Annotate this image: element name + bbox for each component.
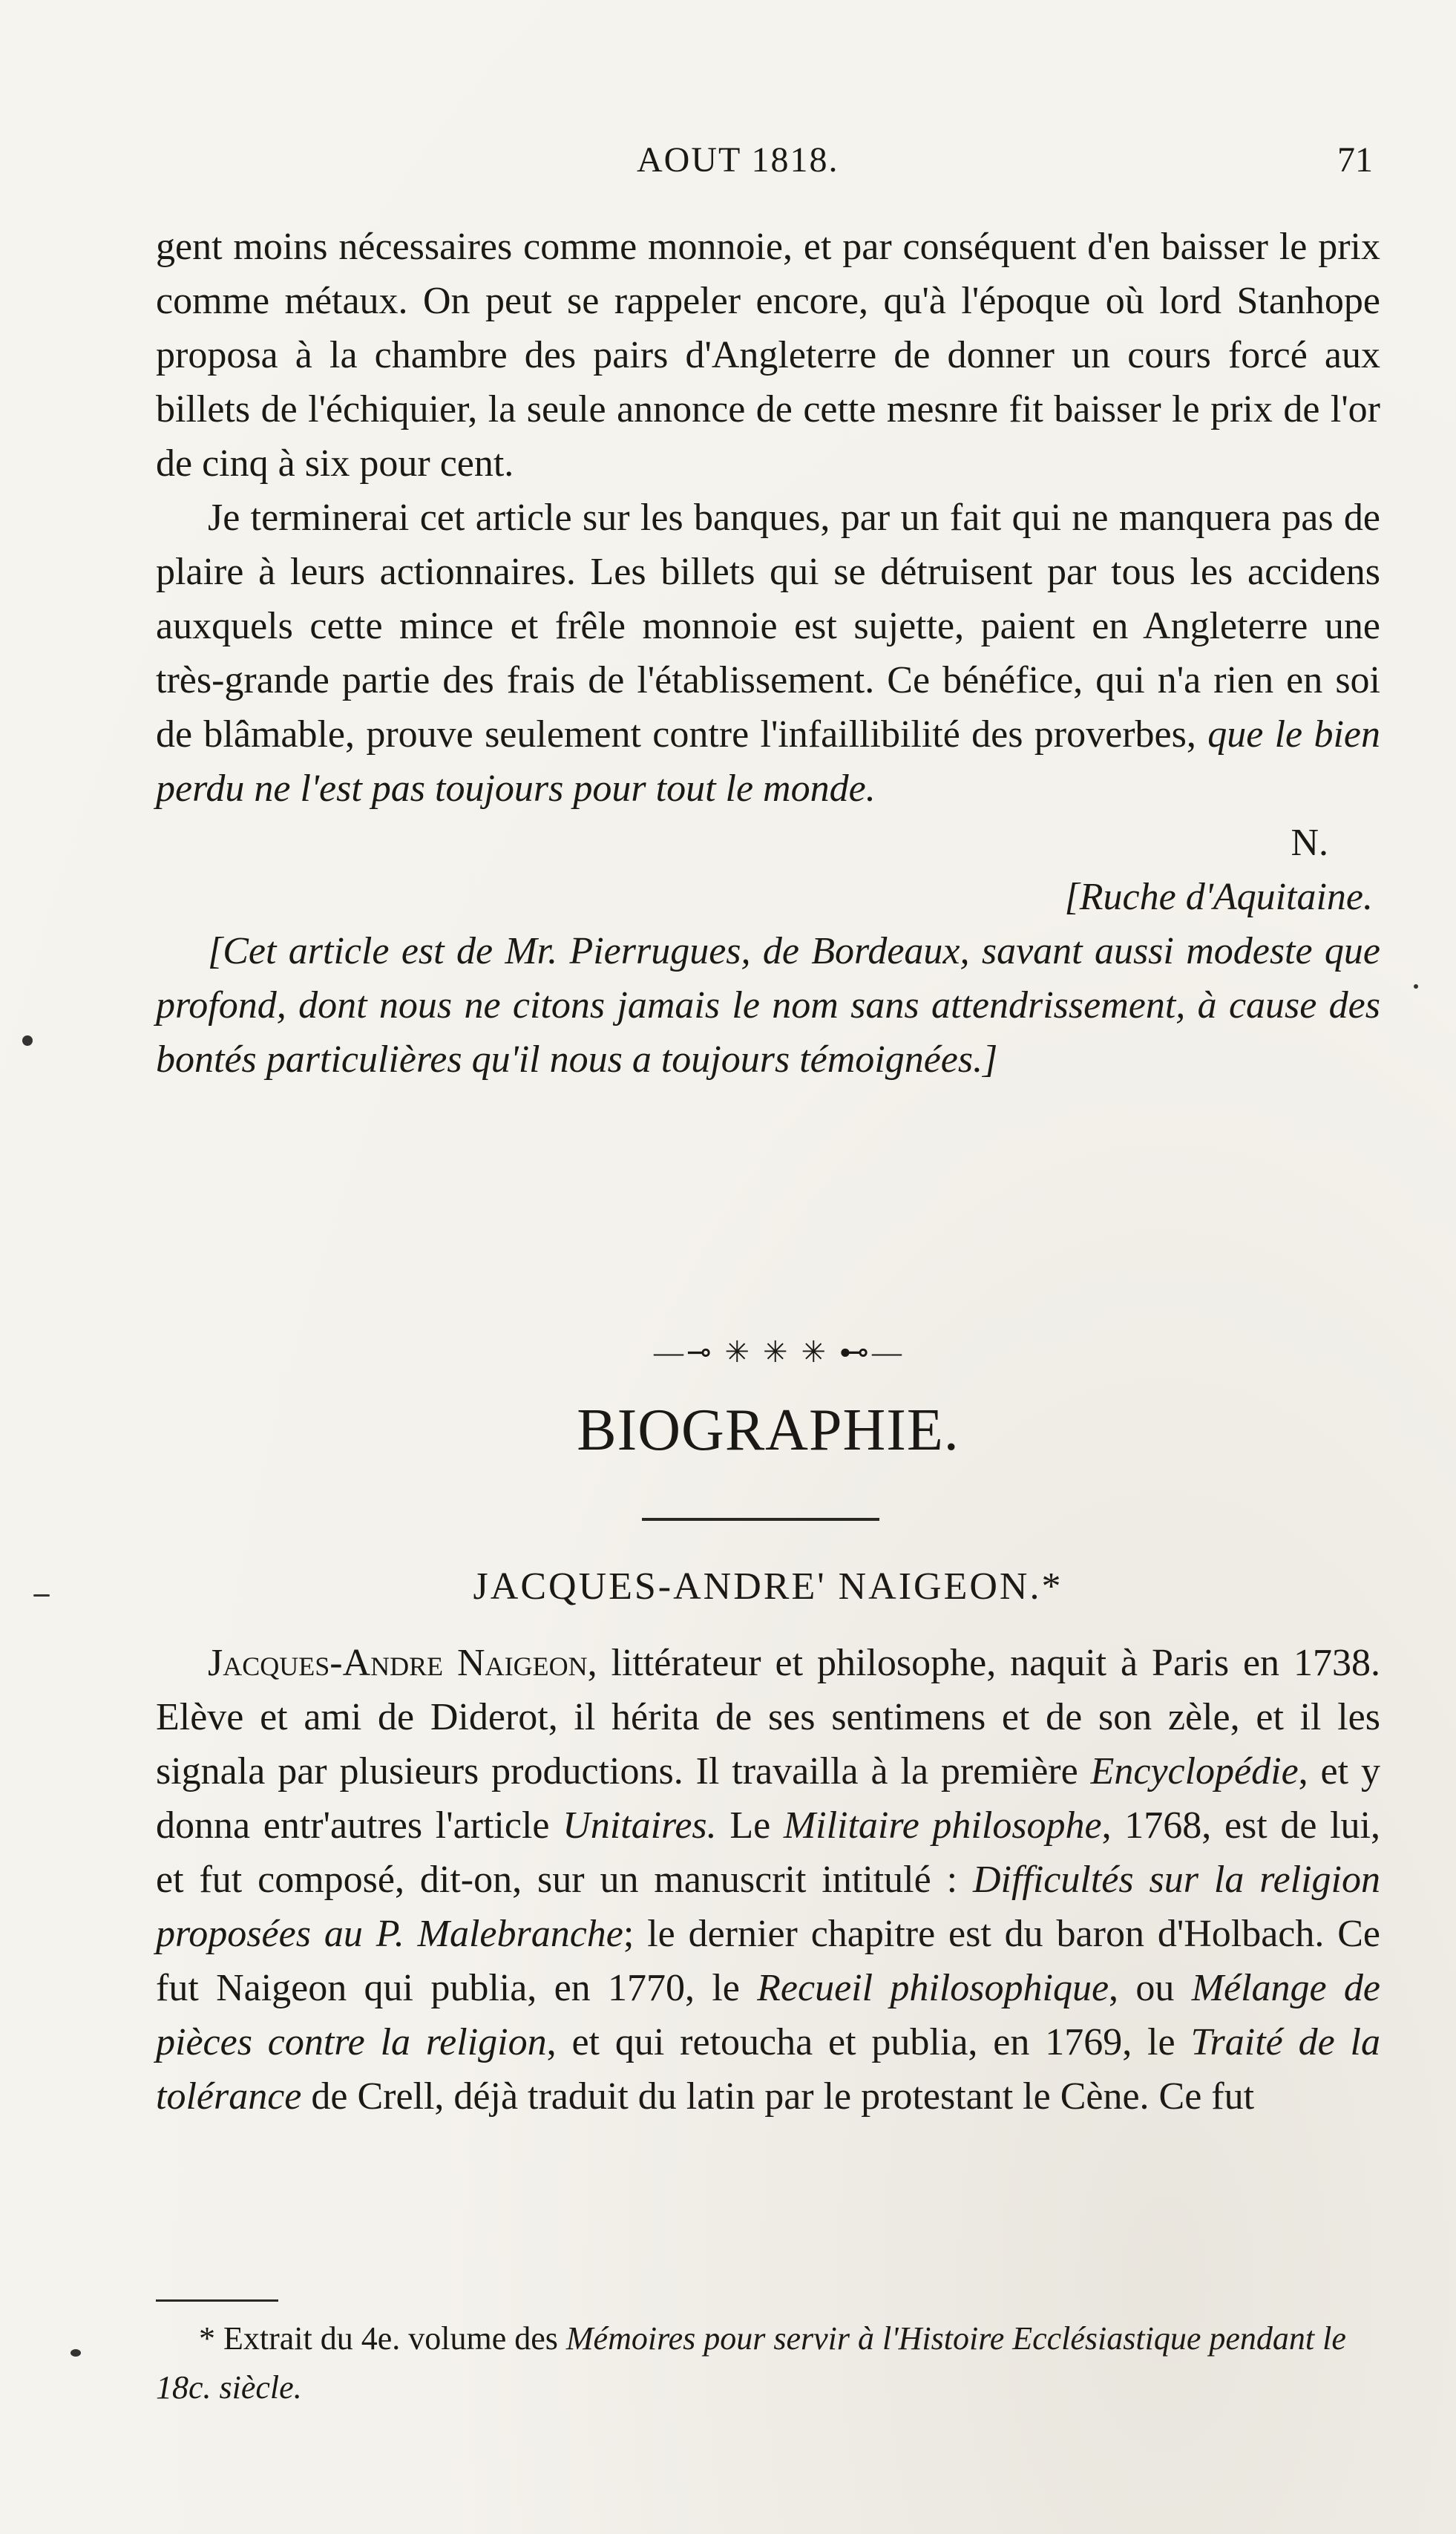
bio-text-5: ; le dernier chapitre est du baron d'Holbach. Ce fut Naigeon qui publia, en 1770, le bbox=[156, 1913, 1380, 2009]
ink-speck bbox=[1414, 984, 1418, 989]
proverb-italic: que le bien perdu ne l'est pas toujours pour tout le monde. bbox=[156, 713, 1381, 810]
bio-italic-3: Militaire philosophe bbox=[783, 1804, 1102, 1847]
footnote-title: Mémoires pour servir à l'Histoire Ecclésiastique pendant le 18c. siècle. bbox=[156, 2320, 1346, 2406]
bio-text-2: , et y donna entr'autres l'article bbox=[156, 1750, 1380, 1847]
bio-text-3: Le bbox=[716, 1804, 784, 1847]
ornament-divider: —⊸ ✳ ✳ ✳ ⊷— bbox=[653, 1335, 905, 1369]
section-heading: BIOGRAPHIE. bbox=[577, 1398, 960, 1463]
footnote-rule bbox=[156, 2299, 278, 2302]
bio-text-4: , 1768, est de lui, et fut composé, dit-on, sur un manuscrit intitulé : bbox=[156, 1804, 1380, 1901]
ink-speck bbox=[22, 1035, 33, 1046]
editor-note: [Cet article est de Mr. Pierrugues, de Bordeaux, savant aussi modeste que profond, dont nous ne citons jamais le nom sans attendrissement, à cause des bontés particulières qu'il nous a toujours témoignées.] bbox=[156, 930, 1380, 1081]
bio-italic-7: Traité de la tolérance bbox=[156, 2021, 1381, 2118]
article-continuation bbox=[156, 220, 1380, 1087]
footnote bbox=[156, 2314, 1380, 2412]
footnote-lead: * Extrait du 4e. volume des bbox=[199, 2320, 566, 2357]
heading-rule bbox=[642, 1518, 879, 1521]
running-header bbox=[156, 140, 1380, 191]
ink-speck bbox=[33, 1594, 50, 1597]
bio-italic-6: Mélange de pièces contre la religion bbox=[156, 1967, 1381, 2063]
source-attribution: [Ruche d'Aquitaine. bbox=[1064, 876, 1373, 918]
bio-text-1: littérateur et philosophe, naquit à Paris en 1738. Elève et ami de Diderot, il hérita de ses sentimens et de son zèle, et il les signala par plusieurs productions. Il travailla à la première bbox=[156, 1642, 1380, 1793]
bio-italic-5: Recueil philosophique bbox=[757, 1967, 1109, 2009]
page-number: 71 bbox=[1337, 140, 1373, 180]
bio-text-7: , et qui retoucha et publia, en 1769, le bbox=[546, 2021, 1191, 2063]
paragraph-1: gent moins nécessaires comme monnoie, et par conséquent d'en baisser le prix comme métaux. On peut se rappeler encore, qu'à l'époque où lord Stanhope proposa à la chambre des pairs d'Angleterre de donner un cours forcé aux billets de l'échiquier, la seule annonce de cette mesnre fit baisser le prix de l'or de cinq à six pour cent. bbox=[156, 226, 1380, 485]
biography-paragraph bbox=[156, 1636, 1380, 2124]
ink-speck bbox=[70, 2349, 81, 2357]
bio-text-6: , ou bbox=[1109, 1967, 1192, 2009]
author-signature: N. bbox=[1291, 822, 1328, 864]
biography-body bbox=[156, 1636, 1380, 2124]
bio-italic-1: Encyclopédie bbox=[1090, 1750, 1299, 1793]
paragraph-2-text: Je terminerai cet article sur les banques, par un fait qui ne manquera pas de plaire à leurs actionnaires. Les billets qui se détruisent par tous les accidens auxquels cette mince et frêle monnoie est sujette, paient en Angleterre une très-grande partie des frais de l'établissement. Ce bénéfice, qui n'a rien en soi de blâmable, prouve seulement contre l'infaillibilité des proverbes, bbox=[156, 497, 1380, 756]
subject-name: Jacques-Andre Naigeon, bbox=[208, 1642, 597, 1684]
paragraph-2 bbox=[156, 491, 1380, 816]
bio-text-8: de Crell, déjà traduit du latin par le protestant le Cène. Ce fut bbox=[301, 2075, 1255, 2118]
bio-italic-2: Unitaires. bbox=[563, 1804, 717, 1847]
biography-subject: JACQUES-ANDRE' NAIGEON.* bbox=[473, 1565, 1063, 1608]
running-title: AOUT 1818. bbox=[637, 140, 839, 180]
bio-italic-4: Difficultés sur la religion proposées au P. Malebranche bbox=[156, 1859, 1381, 1955]
